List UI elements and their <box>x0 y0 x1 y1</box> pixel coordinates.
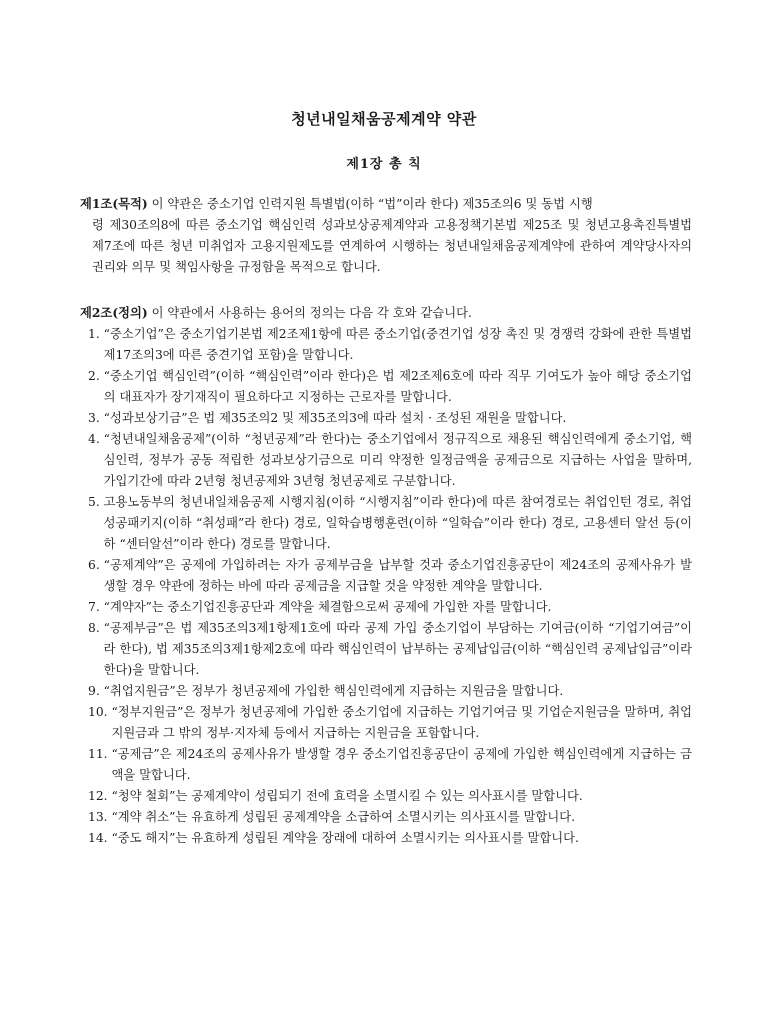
definition-list <box>80 324 692 849</box>
definition-item <box>80 786 692 807</box>
definition-item-text: “정부지원금”은 정부가 청년공제에 가입한 중소기업에 지급하는 기업기여금 및 기업순지원금을 말하며, 취업지원금과 그 밖의 정부·지자체 등에서 지급하는 지원금을 포함합니다. <box>111 705 692 740</box>
definition-item-number: 12. <box>88 789 112 803</box>
definition-item-number: 4. <box>88 432 104 446</box>
definition-item <box>80 324 692 366</box>
article-2-title: 제2조(정의) <box>80 305 148 320</box>
definition-item-number: 11. <box>88 747 112 761</box>
article-1 <box>80 193 692 278</box>
definition-item-text: “공제계약”은 공제에 가입하려는 자가 공제부금을 납부할 것과 중소기업진흥공단이 제24조의 공제사유가 발생할 경우 약관에 정하는 바에 따라 공제금을 지급할 것을 약정한 계약을 말합니다. <box>103 558 692 593</box>
definition-item <box>80 366 692 408</box>
definition-item-text: “중도 해지”는 유효하게 성립된 계약을 장래에 대하여 소멸시키는 의사표시를 말합니다. <box>111 831 579 845</box>
definition-item <box>80 702 692 744</box>
definition-item <box>80 555 692 597</box>
definition-item-text: 고용노동부의 청년내일채움공제 시행지침(이하 “시행지침”이라 한다)에 따른 참여경로는 취업인턴 경로, 취업성공패키지(이하 “취성패”라 한다) 경로, 일학습병행훈련(이하 “일학습”이라 한다) 경로, 고용센터 알선 등(이하 “센터알선”이라 한다) 경로를 말합니다. <box>103 495 692 551</box>
definition-item-text: “청약 철회”는 공제계약이 성립되기 전에 효력을 소멸시킬 수 있는 의사표시를 말합니다. <box>111 789 583 803</box>
definition-item <box>80 492 692 555</box>
definition-item <box>80 429 692 492</box>
definition-item-number: 14. <box>88 831 112 845</box>
definition-item-text: “공제부금”은 법 제35조의3제1항제1호에 따라 공제 가입 중소기업이 부담하는 기여금(이하 “기업기여금”이라 한다), 법 제35조의3제1항제2호에 따라 핵심인력이 납부하는 공제납입금(이하 “핵심인력 공제납입금”이라 한다)을 말합니다. <box>103 621 692 677</box>
definition-item-text: “계약 취소”는 유효하게 성립된 공제계약을 소급하여 소멸시키는 의사표시를 말합니다. <box>111 810 575 824</box>
article-2 <box>80 302 692 849</box>
definition-item-number: 8. <box>88 621 104 635</box>
definition-item <box>80 618 692 681</box>
chapter-title: 제1장 총 칙 <box>346 157 422 172</box>
definition-item <box>80 828 692 849</box>
definition-item-number: 9. <box>88 684 104 698</box>
article-1-first-line: 이 약관은 중소기업 인력지원 특별법(이하 “법”이라 한다) 제35조의6 및 동법 시행 <box>147 197 593 211</box>
article-2-intro: 이 약관에서 사용하는 용어의 정의는 다음 각 호와 같습니다. <box>147 306 472 320</box>
definition-item-number: 7. <box>88 600 104 614</box>
definition-item-number: 1. <box>88 327 104 341</box>
definition-item-number: 10. <box>88 705 112 719</box>
definition-item <box>80 807 692 828</box>
definition-item <box>80 681 692 702</box>
article-1-title: 제1조(목적) <box>80 196 148 211</box>
definition-item-text: “중소기업”은 중소기업기본법 제2조제1항에 따른 중소기업(중견기업 성장 촉진 및 경쟁력 강화에 관한 특별법 제17조의3에 따른 중견기업 포함)을 말합니다. <box>103 327 692 362</box>
definition-item <box>80 408 692 429</box>
definition-item-number: 3. <box>88 411 104 425</box>
definition-item-text: “중소기업 핵심인력”(이하 “핵심인력”이라 한다)은 법 제2조제6호에 따라 직무 기여도가 높아 해당 중소기업의 대표자가 장기재직이 필요하다고 지정하는 근로자를 말합니다. <box>103 369 692 404</box>
definition-item-number: 5. <box>88 495 104 509</box>
definition-item-text: “계약자”는 중소기업진흥공단과 계약을 체결함으로써 공제에 가입한 자를 말합니다. <box>103 600 552 614</box>
definition-item <box>80 744 692 786</box>
definition-item <box>80 597 692 618</box>
definition-item-text: “취업지원금”은 정부가 청년공제에 가입한 핵심인력에게 지급하는 지원금을 말합니다. <box>103 684 564 698</box>
document-title: 청년내일채움공제계약 약관 <box>291 110 477 128</box>
article-1-paragraph <box>80 193 692 278</box>
definition-item-text: “성과보상기금”은 법 제35조의2 및 제35조의3에 따라 설치 · 조성된 재원을 말합니다. <box>103 411 567 425</box>
definition-item-number: 2. <box>88 369 104 383</box>
definition-item-number: 13. <box>88 810 112 824</box>
definition-item-text: “공제금”은 제24조의 공제사유가 발생할 경우 중소기업진흥공단이 공제에 가입한 핵심인력에게 지급하는 금액을 말합니다. <box>111 747 692 782</box>
article-1-body: 령 제30조의8에 따른 중소기업 핵심인력 성과보상공제계약과 고용정책기본법 제25조 및 청년고용촉진특별법 제7조에 따른 청년 미취업자 고용지원제도를 연계하여 시행하는 청년내일채움공제계약에 관하여 계약당사자의 권리와 의무 및 책임사항을 규정함을 목적으로 합니다. <box>92 218 692 274</box>
definition-item-number: 6. <box>88 558 104 572</box>
definition-item-text: “청년내일채움공제”(이하 “청년공제”라 한다)는 중소기업에서 정규직으로 채용된 핵심인력에게 중소기업, 핵심인력, 정부가 공동 적립한 성과보상기금으로 미리 약정한 일정금액을 공제금으로 지급하는 사업을 말하며, 가입기간에 따라 2년형 청년공제와 3년형 청년공제로 구분합니다. <box>103 432 692 488</box>
article-2-intro-line <box>80 302 692 324</box>
